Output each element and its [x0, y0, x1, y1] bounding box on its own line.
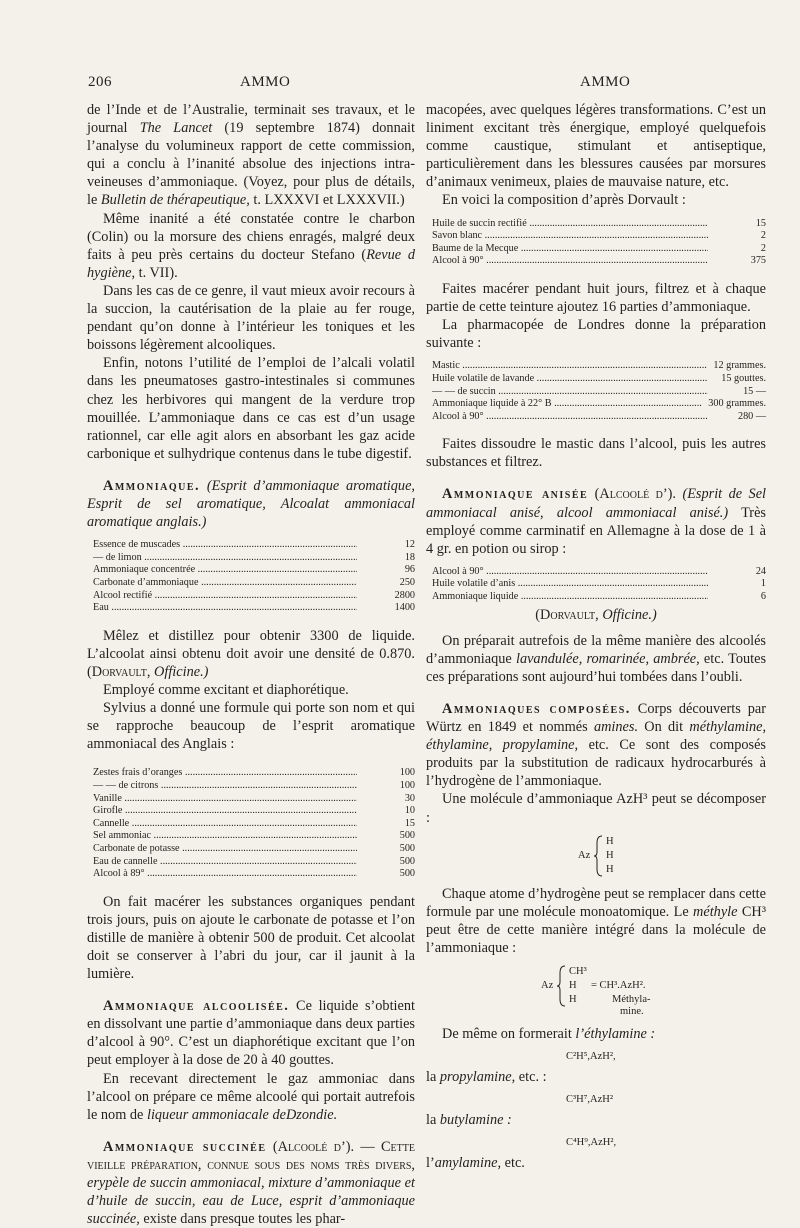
recipe-table	[432, 566, 766, 604]
paragraph: de l’Inde et de l’Australie, terminait ses travaux, et le journal The Lancet (19 septembre 1874) donnait l’analyse du volumineux rapport de cette commission, qui a conclu à l’inanité absolue des injections intra-veineuses d’ammoniaque. (Voyez, pour plus de détails, le Bulletin de thérapeutique, t. LXXXVI et LXXXVII.)	[87, 102, 416, 209]
recipe-row	[93, 805, 415, 818]
entry-title: Ammoniaque anisée	[442, 486, 589, 503]
ingredient-name: — de limon .....	[93, 552, 357, 565]
ingredient-name: Alcool à 90° .....	[432, 411, 708, 424]
ingredient-quantity: 500	[399, 842, 415, 854]
entry-ammoniaques-composees: Ammoniaques composées. Corps découverts par Würtz en 1849 et nommés amines. On dit méthylamine, éthylamine, propylamine, etc. Ce sont des composés produits par la substitution de radicaux hydrocarburés à l’hydrogène de l’ammoniaque.	[426, 701, 767, 790]
recipe-row	[432, 218, 766, 231]
paragraph: En recevant directement le gaz ammoniac dans l’alcool on prépare ce même alcoolé qui portait autrefois le nom de liqueur ammoniacale deDzondie.	[87, 1070, 415, 1123]
entry-ammoniaque-anisee: Ammoniaque anisée (Alcoolé d’). (Esprit de Sel ammoniacal anisé, alcool ammoniacal anisé.) Très employé comme carminatif en Allemagne à la dose de 1 à 4 gr. en potion ou sirop :	[426, 486, 767, 557]
paragraph: l’amylamine, etc.	[426, 1155, 525, 1172]
recipe-row	[432, 230, 766, 243]
paragraph: De même on formerait l’éthylamine :	[442, 1026, 656, 1043]
formula-h: H	[569, 980, 577, 992]
paragraph: Employé comme excitant et diaphorétique.	[103, 682, 349, 698]
paragraph: Une molécule d’ammoniaque AzH³ peut se décomposer :	[426, 791, 766, 826]
paragraph: Enfin, notons l’utilité de l’emploi de l’alcali volatil dans les pneumatoses gastro-intestinales si communes chez les herbivores qui mangent de la verdure trop mouillée. L’ammoniaque dans ce cas est d’un usage rationnel, car elle agit alors en absorbant les gaz acide carbonique et sulhydrique contenus dans le tube digestif.	[87, 355, 415, 462]
recipe-row	[432, 373, 766, 386]
ingredient-name: Ammoniaque liquide à 22° B .....	[432, 398, 702, 411]
ingredient-quantity: 375	[750, 255, 766, 267]
recipe-source: (Dorvault, Officine.)	[535, 606, 657, 623]
paragraph: la butylamine :	[426, 1112, 512, 1129]
ingredient-quantity: 1400	[394, 602, 415, 614]
paragraph: la propylamine, etc. :	[426, 1069, 547, 1086]
ingredient-name: Alcool à 90° .....	[432, 566, 708, 579]
formula-az: Az	[541, 980, 554, 992]
recipe-table	[93, 539, 415, 615]
ingredient-quantity: 6	[760, 591, 766, 603]
recipe-row	[432, 398, 766, 411]
recipe-row	[432, 243, 766, 256]
ingredient-name: Savon blanc .....	[432, 230, 708, 243]
recipe-table	[432, 218, 766, 268]
recipe-row	[432, 566, 766, 579]
paragraph: Même inanité a été constatée contre le charbon (Colin) ou la morsure des chiens enragés, malgré deux faits à peu près certains du docteur Stefano (Revue d hygiène, t. VII).	[87, 210, 415, 281]
ingredient-name: — — de succin .....	[432, 386, 708, 399]
ingredient-quantity: 18	[404, 551, 415, 563]
running-head-left: AMMO	[240, 74, 291, 90]
recipe-row	[432, 255, 766, 268]
recipe-row	[93, 868, 415, 881]
paragraph: Faites macérer pendant huit jours, filtrez et à chaque partie de cette teinture ajoutez 16 parties d’ammoniaque.	[426, 280, 766, 316]
ingredient-name: Sel ammoniac .....	[93, 830, 357, 843]
entry-ammoniaque-succinee: Ammoniaque succinée (Alcoolé d’). — Cette vieille préparation, connue sous des noms très divers, erypèle de succin ammoniacal, mixture d’ammoniaque et d’huile de succin, eau de Luce, esprit d’ammoniaque succinée, existe dans presque toutes les phar-	[87, 1138, 415, 1228]
paragraph: En voici la composition d’après Dorvault :	[442, 192, 686, 209]
ingredient-quantity: 500	[399, 855, 415, 867]
paragraph: La pharmacopée de Londres donne la préparation suivante :	[426, 317, 766, 352]
page-number: 206	[88, 74, 112, 90]
ingredient-quantity: 100	[399, 767, 415, 779]
recipe-row	[432, 591, 766, 604]
paragraph: Sylvius a donné une formule qui porte son nom et qui se rapproche beaucoup de l’esprit aromatique ammoniacal des Anglais :	[87, 700, 415, 753]
ingredient-name: Ammoniaque liquide .....	[432, 591, 708, 604]
recipe-row	[432, 386, 766, 399]
recipe-row	[93, 590, 415, 603]
entry-title: Ammoniaque succinée	[103, 1138, 267, 1155]
ingredient-name: Carbonate d’ammoniaque .....	[93, 577, 357, 590]
ingredient-name: Essence de muscades .....	[93, 539, 357, 552]
ingredient-name: Baume de la Mecque .....	[432, 243, 708, 256]
formula-h: H	[606, 863, 614, 875]
ingredient-name: Girofle .....	[93, 805, 357, 818]
recipe-row	[93, 780, 415, 793]
ingredient-quantity: 300 grammes.	[708, 398, 766, 410]
formula-h: H	[606, 835, 614, 847]
ingredient-quantity: 2800	[394, 589, 415, 601]
ingredient-quantity: 1	[760, 578, 766, 590]
ingredient-name: Huile volatile de lavande .....	[432, 373, 708, 386]
recipe-row	[432, 360, 766, 373]
recipe-row	[93, 856, 415, 869]
ingredient-quantity: 15 —	[743, 385, 766, 397]
ingredient-quantity: 15 gouttes.	[721, 372, 766, 384]
paragraph: Mêlez et distillez pour obtenir 3300 de liquide. L’alcoolat ainsi obtenu doit avoir une densité de 0.870. (Dorvault, Officine.)	[87, 627, 415, 680]
ingredient-quantity: 12	[404, 539, 415, 551]
formula-result: = CH³.AzH².	[591, 980, 646, 992]
formula-az: Az	[578, 849, 591, 861]
recipe-row	[93, 793, 415, 806]
formula-methylamine	[426, 963, 766, 1019]
ingredient-quantity: 250	[399, 576, 415, 588]
ingredient-quantity: 2	[760, 242, 766, 254]
ingredient-quantity: 24	[755, 565, 766, 577]
recipe-row	[93, 830, 415, 843]
ingredient-quantity: 96	[404, 564, 415, 576]
recipe-row	[93, 552, 415, 565]
entry-title: Ammoniaque alcoolisée.	[103, 998, 290, 1015]
formula-h: H	[606, 849, 614, 861]
ingredient-quantity: 15	[404, 817, 415, 829]
right-column	[426, 101, 766, 1172]
recipe-row	[93, 539, 415, 552]
ingredient-name: Eau de cannelle .....	[93, 856, 357, 869]
paragraph: On fait macérer les substances organiques pendant trois jours, puis on ajoute le carbonate de potasse et l’on distille de manière à obtenir 500 de produit. Cet alcoolat doit se conserver à l’abri du jour, car il jaunit à la lumière.	[87, 893, 415, 983]
ingredient-quantity: 15	[755, 217, 766, 229]
ingredient-name: Alcool rectifié .....	[93, 590, 357, 603]
ingredient-name: Zestes frais d’oranges .....	[93, 767, 357, 780]
ingredient-name: Vanille .....	[93, 793, 357, 806]
ingredient-name: Huile de succin rectifié .....	[432, 218, 708, 231]
paragraph: On préparait autrefois de la même manière des alcoolés d’ammoniaque lavandulée, romarinée, ambrée, etc. Toutes ces préparations sont aujourd’hui tombées dans l’oubli.	[426, 632, 767, 685]
recipe-table	[93, 767, 415, 880]
recipe-row	[93, 818, 415, 831]
ingredient-quantity: 12 grammes.	[713, 360, 766, 372]
formula-butylamine: C⁴H⁹,AzH²,	[566, 1137, 617, 1149]
formula-ch3: CH³	[569, 966, 587, 978]
recipe-row	[93, 843, 415, 856]
formula-name: mine.	[620, 1006, 644, 1018]
ingredient-name: Alcool à 89° .....	[93, 868, 357, 881]
ingredient-name: Cannelle .....	[93, 818, 357, 831]
ingredient-name: Carbonate de potasse .....	[93, 843, 357, 856]
recipe-row	[432, 578, 766, 591]
formula-h: H	[569, 994, 577, 1006]
ingredient-quantity: 2	[760, 230, 766, 242]
paragraph: Faites dissoudre le mastic dans l’alcool, puis les autres substances et filtrez.	[426, 436, 766, 471]
paragraph: Chaque atome d’hydrogène peut se remplacer dans cette formule par une molécule monoatomique. Le méthyle CH³ peut être de cette manière intégré dans la molécule de l’ammoniaque :	[426, 885, 766, 956]
ingredient-quantity: 280 —	[737, 410, 766, 422]
entry-ammoniaque-alcoolisee: Ammoniaque alcoolisée. Ce liquide s’obtient en dissolvant une partie d’ammoniaque dans deux parties d’alcool à 90°. C’est un diaphorétique excitant que l’on peut employer à la dose de 20 à 40 gouttes.	[87, 998, 415, 1069]
formula-propylamine: C³H⁷,AzH²	[566, 1094, 613, 1106]
brace-icon	[557, 965, 567, 1007]
recipe-row	[93, 767, 415, 780]
recipe-row	[93, 564, 415, 577]
ingredient-name: Eau .....	[93, 602, 357, 615]
brace-icon	[594, 835, 604, 877]
entry-title: Ammoniaque.	[103, 477, 201, 494]
ingredient-name: Alcool à 90° .....	[432, 255, 708, 268]
ingredient-quantity: 100	[399, 779, 415, 791]
ingredient-name: Huile volatile d’anis .....	[432, 578, 708, 591]
recipe-row	[93, 602, 415, 615]
entry-ammoniaque: Ammoniaque. (Esprit d’ammoniaque aromatique, Esprit de sel aromatique, Alcoalat ammoniacal aromatique anglais.)	[87, 477, 415, 531]
ingredient-quantity: 10	[404, 805, 415, 817]
ingredient-name: Ammoniaque concentrée .....	[93, 564, 357, 577]
recipe-row	[432, 411, 766, 424]
ingredient-name: Mastic .....	[432, 360, 707, 373]
entry-title: Ammoniaques composées.	[442, 701, 631, 717]
recipe-row	[93, 577, 415, 590]
formula-ethylamine: C²H⁵,AzH²,	[566, 1051, 616, 1063]
ingredient-name: — — de citrons .....	[93, 780, 357, 793]
ingredient-quantity: 500	[399, 830, 415, 842]
running-head-right: AMMO	[580, 74, 631, 90]
left-column	[87, 101, 415, 1228]
formula-name: Méthyla-	[612, 994, 651, 1006]
ingredient-quantity: 500	[399, 868, 415, 880]
recipe-table	[432, 360, 766, 423]
paragraph: Dans les cas de ce genre, il vaut mieux avoir recours à la succion, la cautérisation de la plaie au fer rouge, pendant qu’on donne à l’intérieur les toniques et les boissons légèrement alcooliques.	[87, 282, 415, 354]
paragraph: macopées, avec quelques légères transformations. C’est un liniment excitant très énergique, employé quelquefois comme caustique, stimulant et antiseptique, particulièrement dans les blessures causées par morsures d’animaux venimeux, plaies de mauvaise nature, etc.	[426, 102, 766, 191]
ingredient-quantity: 30	[404, 792, 415, 804]
formula-ammonia	[426, 833, 766, 879]
